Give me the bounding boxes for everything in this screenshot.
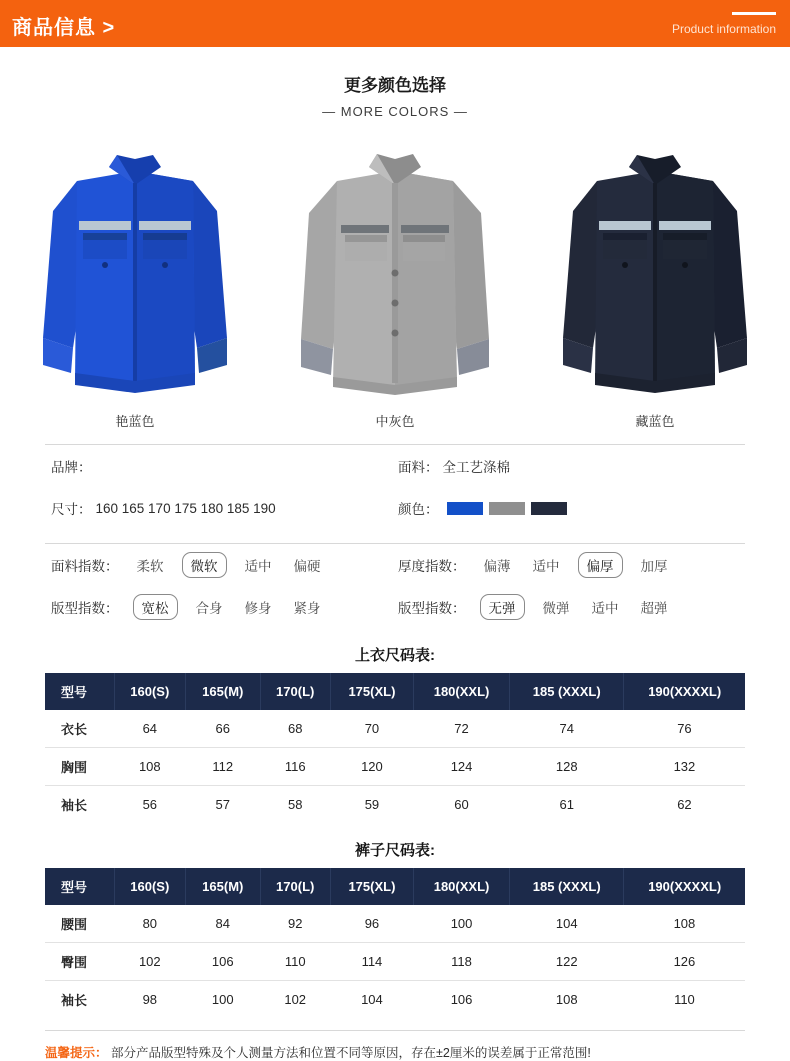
pants-th-4: 175(XL) xyxy=(330,868,413,905)
jacket-r1-c6: 128 xyxy=(510,748,624,786)
jacket-r1-c3: 116 xyxy=(260,748,330,786)
index-stretch-option-1[interactable]: 微弹 xyxy=(542,601,570,616)
index-list xyxy=(45,544,745,628)
jacket-r0-c7: 76 xyxy=(624,710,745,748)
page-header xyxy=(0,0,790,47)
jacket-th-1: 160(S) xyxy=(114,673,185,710)
pants-r0-c3: 92 xyxy=(260,905,330,943)
color-variant-blue[interactable] xyxy=(35,133,235,430)
notice-text: 部分产品版型特殊及个人测量方法和位置不同等原因，存在±2厘米的误差属于正常范围! xyxy=(111,1046,591,1060)
pants-table-title: 裤子尺码表: xyxy=(355,842,435,859)
index-fit-option-3[interactable]: 紧身 xyxy=(293,601,321,616)
pants-th-7: 190(XXXXL) xyxy=(624,868,745,905)
jacket-th-3: 170(L) xyxy=(260,673,330,710)
index-fabric-option-0[interactable]: 柔软 xyxy=(136,559,164,574)
color-label-navy: 藏蓝色 xyxy=(635,414,675,429)
jacket-th-5: 180(XXL) xyxy=(414,673,510,710)
jacket-size-table xyxy=(45,673,745,823)
jacket-th-6: 185 (XXXL) xyxy=(510,673,624,710)
color-label-blue: 艳蓝色 xyxy=(115,414,155,429)
pants-r0-c0: 腰围 xyxy=(45,905,114,943)
color-variant-list xyxy=(0,133,790,430)
spec-row-brand-fabric xyxy=(45,445,745,487)
colors-section-subtitle: — MORE COLORS — xyxy=(322,104,468,119)
jacket-r1-c0: 胸围 xyxy=(45,748,114,786)
pants-th-6: 185 (XXXL) xyxy=(510,868,624,905)
index-row-fit-stretch xyxy=(45,586,745,628)
index-thickness-option-3[interactable]: 加厚 xyxy=(640,559,668,574)
header-english-subtitle: Product information xyxy=(671,22,776,36)
jacket-r1-c1: 108 xyxy=(114,748,185,786)
color-swatch-navy[interactable] xyxy=(531,502,567,515)
spec-size-label: 尺寸： xyxy=(51,502,92,517)
index-thickness-option-0[interactable]: 偏薄 xyxy=(483,559,511,574)
spec-size-value: 160 165 170 175 180 185 190 xyxy=(95,500,276,516)
jacket-image-blue xyxy=(35,133,235,403)
index-stretch-option-3[interactable]: 超弹 xyxy=(640,601,668,616)
index-thickness-label: 厚度指数： xyxy=(398,559,466,574)
index-fit xyxy=(45,594,398,620)
jacket-table-title: 上衣尺码表: xyxy=(355,647,435,664)
index-stretch xyxy=(398,594,745,620)
jacket-r1-c2: 112 xyxy=(185,748,260,786)
notice-bar xyxy=(45,1030,745,1061)
color-label-gray: 中灰色 xyxy=(375,414,415,429)
jacket-th-4: 175(XL) xyxy=(330,673,413,710)
pants-r0-c1: 80 xyxy=(114,905,185,943)
spec-color xyxy=(398,498,745,518)
jacket-r2-c5: 60 xyxy=(454,797,469,812)
pants-r1-c5: 118 xyxy=(414,943,510,981)
table-header-row xyxy=(45,868,745,905)
pants-r0-c5: 100 xyxy=(414,905,510,943)
pants-r2-c6: 108 xyxy=(555,992,578,1007)
jacket-r0-c5: 72 xyxy=(414,710,510,748)
jacket-r1-c5: 124 xyxy=(414,748,510,786)
jacket-th-2: 165(M) xyxy=(185,673,260,710)
index-fabric xyxy=(45,552,398,578)
index-fit-option-2[interactable]: 修身 xyxy=(244,601,272,616)
spec-row-size-color xyxy=(45,487,745,529)
index-fit-option-0[interactable]: 宽松 xyxy=(133,594,178,620)
index-fit-option-1[interactable]: 合身 xyxy=(195,601,223,616)
color-swatch-blue[interactable] xyxy=(447,502,483,515)
pants-r1-c1: 102 xyxy=(114,943,185,981)
jacket-r2-c1: 56 xyxy=(142,797,158,812)
table-row xyxy=(45,981,745,1019)
spec-list xyxy=(45,445,745,529)
pants-size-table xyxy=(45,868,745,1018)
jacket-image-gray xyxy=(295,133,495,403)
pants-r2-c1: 98 xyxy=(142,992,158,1007)
pants-r1-c3: 110 xyxy=(260,943,330,981)
jacket-r2-c7: 62 xyxy=(677,797,692,812)
pants-th-2: 165(M) xyxy=(185,868,260,905)
spec-brand xyxy=(45,456,398,476)
pants-r2-c2: 100 xyxy=(211,992,234,1007)
header-dash-decoration xyxy=(732,12,776,15)
index-stretch-option-2[interactable]: 适中 xyxy=(591,601,619,616)
jacket-r2-c4: 59 xyxy=(364,797,380,812)
jacket-th-7: 190(XXXXL) xyxy=(624,673,745,710)
pants-th-5: 180(XXL) xyxy=(414,868,510,905)
jacket-r1-c7: 132 xyxy=(624,748,745,786)
pants-th-0: 型号 xyxy=(45,868,114,905)
index-fabric-option-2[interactable]: 适中 xyxy=(244,559,272,574)
pants-r1-c6: 122 xyxy=(510,943,624,981)
table-row xyxy=(45,943,745,981)
index-thickness-option-2[interactable]: 偏厚 xyxy=(578,552,623,578)
color-swatch-list xyxy=(447,502,567,515)
pants-r0-c6: 104 xyxy=(510,905,624,943)
index-fabric-option-3[interactable]: 偏硬 xyxy=(293,559,321,574)
pants-r2-c7: 110 xyxy=(674,992,695,1007)
color-variant-gray[interactable] xyxy=(295,133,495,430)
jacket-r0-c6: 74 xyxy=(510,710,624,748)
table-row xyxy=(45,748,745,786)
index-row-fabric-thickness xyxy=(45,544,745,586)
jacket-r2-c3: 58 xyxy=(287,797,303,812)
jacket-r0-c3: 68 xyxy=(260,710,330,748)
index-fabric-label: 面料指数： xyxy=(51,559,119,574)
spec-brand-label: 品牌： xyxy=(51,460,92,475)
index-stretch-option-0[interactable]: 无弹 xyxy=(480,594,525,620)
index-thickness-option-1[interactable]: 适中 xyxy=(532,559,560,574)
table-header-row xyxy=(45,673,745,710)
index-fabric-option-1[interactable]: 微软 xyxy=(182,552,227,578)
jacket-r0-c0: 衣长 xyxy=(45,710,114,748)
spec-fabric-value: 全工艺涤棉 xyxy=(442,460,510,475)
pants-r2-c5: 106 xyxy=(450,992,473,1007)
jacket-r0-c2: 66 xyxy=(185,710,260,748)
pants-r2-c4: 104 xyxy=(361,992,383,1007)
jacket-image-navy xyxy=(555,133,755,403)
pants-r2-c3: 102 xyxy=(284,992,307,1007)
pants-r0-c4: 96 xyxy=(330,905,413,943)
index-fit-label: 版型指数： xyxy=(51,601,119,616)
pants-th-1: 160(S) xyxy=(114,868,185,905)
jacket-r0-c4: 70 xyxy=(330,710,413,748)
table-row xyxy=(45,710,745,748)
jacket-r0-c1: 64 xyxy=(114,710,185,748)
table-row xyxy=(45,905,745,943)
jacket-r2-c0: 袖长 xyxy=(61,798,88,813)
pants-r1-c0: 臀围 xyxy=(45,943,114,981)
pants-r0-c2: 84 xyxy=(185,905,260,943)
jacket-th-0: 型号 xyxy=(45,673,114,710)
pants-r2-c0: 袖长 xyxy=(61,993,88,1008)
jacket-r2-c6: 61 xyxy=(559,797,574,812)
colors-section-title: 更多颜色选择 xyxy=(344,76,446,95)
color-swatch-gray[interactable] xyxy=(489,502,525,515)
jacket-r1-c4: 120 xyxy=(330,748,413,786)
color-variant-navy[interactable] xyxy=(555,133,755,430)
index-thickness xyxy=(398,552,745,578)
pants-th-3: 170(L) xyxy=(260,868,330,905)
spec-fabric-label: 面料： xyxy=(398,460,439,475)
pants-r0-c7: 108 xyxy=(624,905,745,943)
pants-r1-c4: 114 xyxy=(330,943,413,981)
page-title: 商品信息 > xyxy=(12,17,116,39)
table-row xyxy=(45,786,745,824)
spec-fabric xyxy=(398,456,745,476)
pants-r1-c2: 106 xyxy=(185,943,260,981)
jacket-r2-c2: 57 xyxy=(215,797,230,812)
spec-size xyxy=(45,498,398,518)
notice-tip-label: 温馨提示： xyxy=(45,1046,108,1060)
pants-r1-c7: 126 xyxy=(624,943,745,981)
spec-color-label: 颜色： xyxy=(398,502,439,517)
index-stretch-label: 版型指数： xyxy=(398,601,466,616)
